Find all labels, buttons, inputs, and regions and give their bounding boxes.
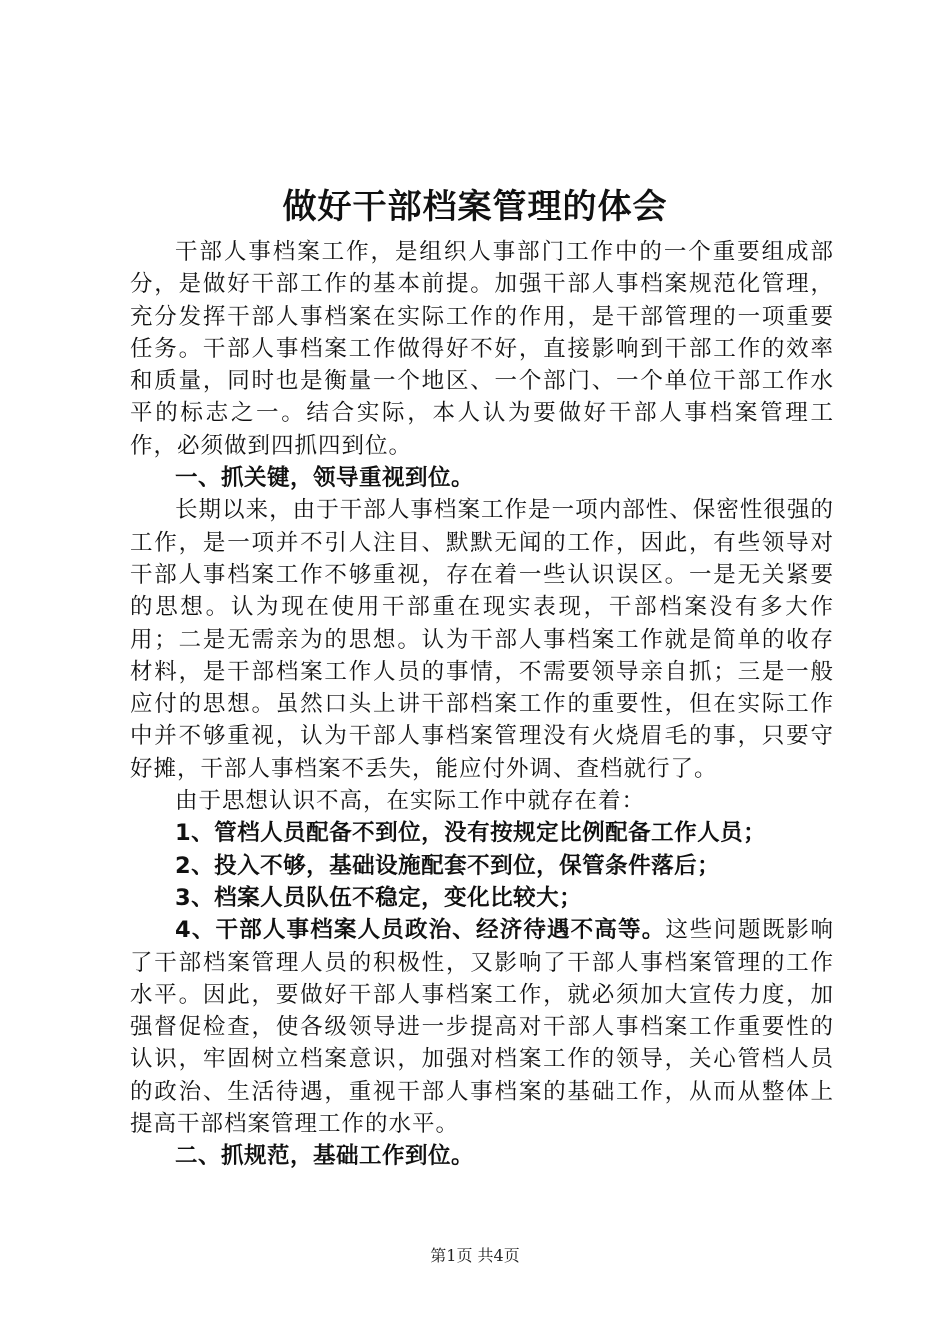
- intro-paragraph: 干部人事档案工作，是组织人事部门工作中的一个重要组成部分，是做好干部工作的基本前提。加强干部人事档案规范化管理，充分发挥干部人事档案在实际工作的作用，是干部管理的一项重要任务。干部人事档案工作做得好不好，直接影响到干部工作的效率和质量，同时也是衡量一个地区、一个部门、一个单位干部工作水平的标志之一。结合实际，本人认为要做好干部人事档案管理工作，必须做到四抓四到位。: [130, 239, 834, 459]
- document-body: [130, 236, 834, 1173]
- list-item-4-lead: 4、干部人事档案人员政治、经济待遇不高等。: [175, 917, 666, 944]
- document-title: 做好干部档案管理的体会: [282, 187, 668, 227]
- section1-paragraph-1: 长期以来，由于干部人事档案工作是一项内部性、保密性很强的工作，是一项并不引人注目、默默无闻的工作，因此，有些领导对干部人事档案工作不够重视，存在着一些认识误区。一是无关紧要的思想。认为现在使用干部重在现实表现，干部档案没有多大作用；二是无需亲为的思想。认为干部人事档案工作就是简单的收存材料，是干部档案工作人员的事情，不需要领导亲自抓；三是一般应付的思想。虽然口头上讲干部档案工作的重要性，但在实际工作中并不够重视，认为干部人事档案管理没有火烧眉毛的事，只要守好摊，干部人事档案不丢失，能应付外调、查档就行了。: [130, 497, 834, 782]
- list-item-3: 3、档案人员队伍不稳定，变化比较大；: [175, 884, 583, 911]
- section1-paragraph-2: 由于思想认识不高，在实际工作中就存在着：: [175, 788, 646, 815]
- list-item-1: 1、管档人员配备不到位，没有按规定比例配备工作人员；: [175, 820, 767, 847]
- section-heading-2: 二、抓规范，基础工作到位。: [175, 1143, 475, 1170]
- list-item-4-paragraph: [130, 914, 834, 1140]
- section-heading-1: 一、抓关键，领导重视到位。: [175, 465, 475, 492]
- list-item-2: 2、投入不够，基础设施配套不到位，保管条件落后；: [175, 852, 721, 879]
- page-number: 第1页 共4页: [430, 1246, 520, 1265]
- list-item-4-text: 这些问题既影响了干部档案管理人员的积极性，又影响了干部人事档案管理的工作水平。因此，要做好干部人事档案工作，就必须加大宣传力度，加强督促检查，使各级领导进一步提高对干部人事档案工作重要性的认识，牢固树立档案意识，加强对档案工作的领导，关心管档人员的政治、生活待遇，重视干部人事档案的基础工作，从而从整体上提高干部档案管理工作的水平。: [130, 917, 834, 1138]
